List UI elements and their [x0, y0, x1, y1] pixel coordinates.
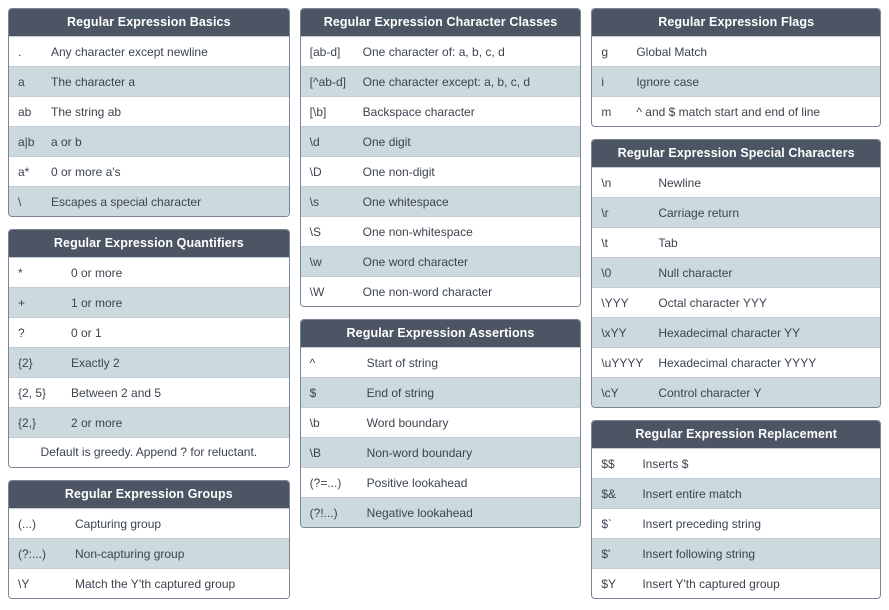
row-key: \B: [309, 445, 322, 460]
row-key: $$: [601, 456, 615, 471]
card-title: Regular Expression Quantifiers: [9, 230, 289, 257]
row-key: +: [18, 295, 26, 310]
row-value: Insert following string: [642, 546, 756, 561]
table-row: [9, 186, 289, 216]
table-row: [301, 96, 581, 126]
row-key: g: [601, 44, 609, 59]
row-value: Start of string: [366, 355, 439, 370]
table-row: [9, 287, 289, 317]
row-value: Carriage return: [658, 205, 740, 220]
row-value: Insert entire match: [642, 486, 742, 501]
table-row: [301, 156, 581, 186]
table-row: [592, 317, 880, 347]
column-right: [591, 8, 881, 599]
row-key: \YYY: [601, 295, 629, 310]
table-row: [301, 216, 581, 246]
card-regular-expression-groups: [8, 480, 290, 599]
row-key: \n: [601, 175, 612, 190]
table-row: [592, 36, 880, 66]
row-key: \D: [309, 164, 322, 179]
row-value: One non-digit: [362, 164, 435, 179]
card-regular-expression-special-characters: [591, 139, 881, 408]
row-key: [\b]: [309, 104, 327, 119]
table-row: [592, 347, 880, 377]
row-value: Non-word boundary: [366, 445, 473, 460]
card-title: Regular Expression Character Classes: [301, 9, 581, 36]
table-row: [301, 497, 581, 527]
row-key: \s: [309, 194, 320, 209]
row-value: Any character except newline: [51, 44, 208, 59]
row-value: Capturing group: [75, 516, 162, 531]
card-title: Regular Expression Groups: [9, 481, 289, 508]
row-value: Exactly 2: [71, 355, 120, 370]
row-value: 0 or more a's: [51, 164, 121, 179]
table-row: [592, 197, 880, 227]
row-value: Tab: [658, 235, 678, 250]
row-key: {2,}: [18, 415, 37, 430]
card-title: Regular Expression Special Characters: [592, 140, 880, 167]
column-left: [8, 8, 290, 599]
row-key: $&: [601, 486, 617, 501]
table-row: [592, 287, 880, 317]
row-value: One character of: a, b, c, d: [362, 44, 505, 59]
table-row: [9, 347, 289, 377]
row-key: (...): [18, 516, 36, 531]
row-value: Octal character YYY: [658, 295, 767, 310]
row-key: \d: [309, 134, 320, 149]
table-row: [9, 568, 289, 598]
card-regular-expression-flags: [591, 8, 881, 127]
row-value: Negative lookahead: [366, 505, 473, 520]
row-value: Match the Y'th captured group: [75, 576, 236, 591]
row-value: Hexadecimal character YY: [658, 325, 801, 340]
table-row: [9, 66, 289, 96]
table-row: [301, 186, 581, 216]
table-row: [9, 538, 289, 568]
row-key: \S: [309, 224, 322, 239]
table-row: [9, 377, 289, 407]
row-value: The string ab: [51, 104, 122, 119]
row-key: a: [18, 74, 25, 89]
row-value: One whitespace: [362, 194, 449, 209]
row-key: i: [601, 74, 605, 89]
column-middle: [300, 8, 582, 528]
table-row: [301, 246, 581, 276]
table-row: [592, 448, 880, 478]
row-value: Newline: [658, 175, 702, 190]
table-row: [9, 317, 289, 347]
row-value: Null character: [658, 265, 733, 280]
card-regular-expression-replacement: [591, 420, 881, 599]
row-value: Word boundary: [366, 415, 449, 430]
row-key: .: [18, 44, 22, 59]
row-key: a|b: [18, 134, 35, 149]
table-row: [592, 377, 880, 407]
card-title: Regular Expression Flags: [592, 9, 880, 36]
table-row: [592, 508, 880, 538]
row-value: 1 or more: [71, 295, 123, 310]
row-key: m: [601, 104, 612, 119]
table-row: [592, 227, 880, 257]
row-value: 0 or 1: [71, 325, 102, 340]
row-key: \w: [309, 254, 322, 269]
row-value: One word character: [362, 254, 469, 269]
table-row: [301, 276, 581, 306]
card-regular-expression-character-classes: [300, 8, 582, 307]
row-key: *: [18, 265, 23, 280]
row-value: One digit: [362, 134, 411, 149]
table-row: [592, 478, 880, 508]
row-value: Escapes a special character: [51, 194, 202, 209]
table-row: [592, 568, 880, 598]
row-value: Insert preceding string: [642, 516, 762, 531]
row-key: \Y: [18, 576, 30, 591]
row-key: \uYYYY: [601, 355, 644, 370]
row-value: Ignore case: [636, 74, 700, 89]
table-row: [301, 437, 581, 467]
row-key: \b: [309, 415, 320, 430]
row-key: $': [601, 546, 611, 561]
row-value: Backspace character: [362, 104, 475, 119]
table-row: [9, 407, 289, 437]
table-row: [301, 347, 581, 377]
row-key: ^: [309, 355, 316, 370]
table-row: [301, 467, 581, 497]
card-title: Regular Expression Basics: [9, 9, 289, 36]
row-value: 2 or more: [71, 415, 123, 430]
row-value: One non-whitespace: [362, 224, 473, 239]
row-value: Hexadecimal character YYYY: [658, 355, 817, 370]
card-title: Regular Expression Replacement: [592, 421, 880, 448]
row-key: \0: [601, 265, 612, 280]
row-key: \t: [601, 235, 609, 250]
row-key: \xYY: [601, 325, 627, 340]
table-row: [592, 66, 880, 96]
row-value: The character a: [51, 74, 136, 89]
row-key: $Y: [601, 576, 617, 591]
row-key: ?: [18, 325, 25, 340]
row-value: One non-word character: [362, 284, 493, 299]
row-key: \: [18, 194, 22, 209]
table-row: [301, 66, 581, 96]
card-title: Regular Expression Assertions: [301, 320, 581, 347]
table-row: [592, 257, 880, 287]
row-key: (?:...): [18, 546, 47, 561]
row-key: [^ab-d]: [309, 74, 346, 89]
table-row: [9, 508, 289, 538]
row-key: $: [309, 385, 317, 400]
row-key: \r: [601, 205, 609, 220]
table-row: [301, 36, 581, 66]
table-row: [9, 126, 289, 156]
row-value: 0 or more: [71, 265, 123, 280]
row-key: {2}: [18, 355, 33, 370]
row-key: (?=...): [309, 475, 342, 490]
table-row: [592, 538, 880, 568]
row-key: (?!...): [309, 505, 338, 520]
table-row: [9, 156, 289, 186]
row-key: ab: [18, 104, 32, 119]
row-key: $`: [601, 516, 613, 531]
row-value: Insert Y'th captured group: [642, 576, 780, 591]
card-regular-expression-assertions: [300, 319, 582, 528]
table-row: [9, 36, 289, 66]
card-footnote: Default is greedy. Append ? for reluctant.: [9, 437, 289, 467]
row-value: Control character Y: [658, 385, 762, 400]
table-row: [301, 126, 581, 156]
table-row: [592, 167, 880, 197]
table-row: [9, 96, 289, 126]
row-key: {2, 5}: [18, 385, 47, 400]
table-row: [301, 377, 581, 407]
row-value: One character except: a, b, c, d: [362, 74, 531, 89]
row-value: End of string: [366, 385, 435, 400]
row-value: ^ and $ match start and end of line: [636, 104, 821, 119]
table-row: [592, 96, 880, 126]
row-value: Positive lookahead: [366, 475, 468, 490]
row-value: Non-capturing group: [75, 546, 185, 561]
card-regular-expression-quantifiers: [8, 229, 290, 468]
row-key: [ab-d]: [309, 44, 341, 59]
row-value: a or b: [51, 134, 82, 149]
row-key: \cY: [601, 385, 619, 400]
row-value: Global Match: [636, 44, 708, 59]
row-value: Between 2 and 5: [71, 385, 162, 400]
table-row: [301, 407, 581, 437]
card-regular-expression-basics: [8, 8, 290, 217]
table-row: [9, 257, 289, 287]
row-key: \W: [309, 284, 325, 299]
row-key: a*: [18, 164, 30, 179]
row-value: Inserts $: [642, 456, 689, 471]
